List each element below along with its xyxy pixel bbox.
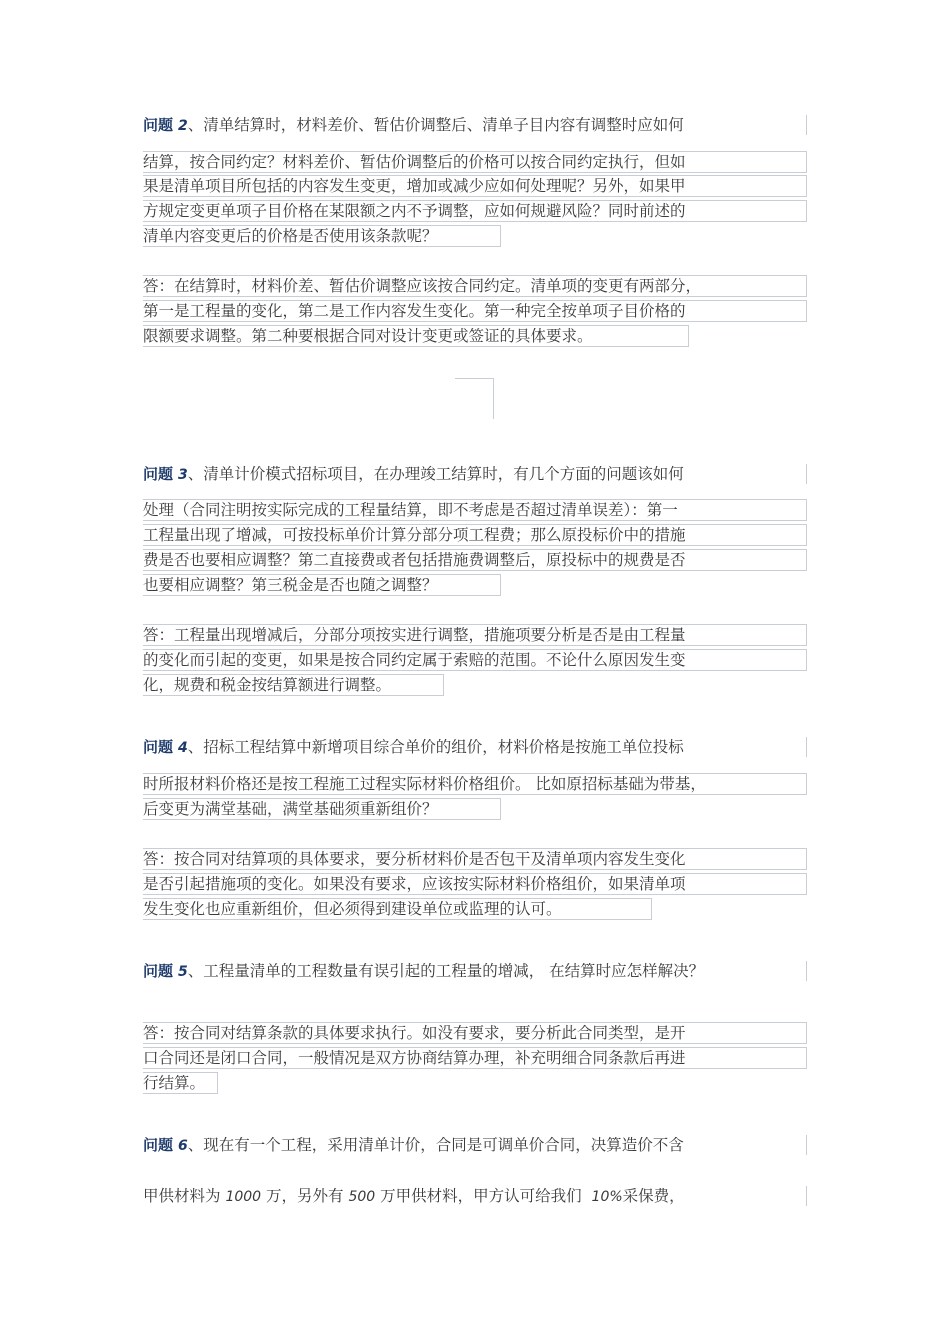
q5-line-1: [143, 961, 807, 981]
q2-number: 2: [177, 118, 188, 134]
q2-line-1: [143, 115, 807, 135]
q2-line-4: 方规定变更单项子目价格在某限额之内不予调整，应如何规避风险？同时前述的: [143, 200, 807, 222]
q6-text-2c: 万甲供材料，甲方认可给我们: [380, 1187, 582, 1205]
q6-text-1: 、现在有一个工程，采用清单计价，合同是可调单价合同，决算造价不含: [187, 1136, 684, 1154]
q4-line-3: 后变更为满堂基础，满堂基础须重新组价？: [143, 798, 501, 820]
q2-label: 问题: [143, 116, 174, 134]
q2-line-5: 清单内容变更后的价格是否使用该条款呢？: [143, 225, 501, 247]
q2-line-2: 结算，按合同约定？材料差价、暂估价调整后的价格可以按合同约定执行，但如: [143, 151, 807, 173]
q3-number: 3: [177, 467, 188, 483]
q4-line-1: [143, 737, 807, 757]
q4-label: 问题: [143, 738, 174, 756]
q4-answer-2: 是否引起措施项的变化。如果没有要求，应该按实际材料价格组价，如果清单项: [143, 873, 807, 895]
q3-answer-1: 答：工程量出现增减后，分部分项按实进行调整，措施项要分析是否是由工程量: [143, 624, 807, 646]
q3-line-3: 工程量出现了增减，可按投标单价计算分部分项工程费；那么原投标价中的措施: [143, 524, 807, 546]
q3-label: 问题: [143, 465, 174, 483]
q2-answer-3: 限额要求调整。第二种要根据合同对设计变更或签证的具体要求。: [143, 325, 689, 347]
q6-amount-1000: 1000: [225, 1189, 262, 1205]
q5-text-1: 、工程量清单的工程数量有误引起的工程量的增减， 在结算时应怎样解决？: [187, 962, 705, 980]
q3-answer-2: 的变化而引起的变更，如果是按合同约定属于索赔的范围。不论什么原因发生变: [143, 649, 807, 671]
q5-label: 问题: [143, 962, 174, 980]
q6-text-2d: 采保费，: [622, 1187, 685, 1205]
q3-line-4: 费是否也要相应调整？第二直接费或者包括措施费调整后，原投标中的规费是否: [143, 549, 807, 571]
q3-line-5: 也要相应调整？第三税金是否也随之调整？: [143, 574, 501, 596]
q5-number: 5: [177, 964, 188, 980]
q6-line-2: [143, 1186, 807, 1206]
q3-line-2: 处理（合同注明按实际完成的工程量结算，即不考虑是否超过清单误差）：第一: [143, 499, 807, 521]
q2-line-3: 果是清单项目所包括的内容发生变更，增加或减少应如何处理呢？另外，如果甲: [143, 175, 807, 197]
q4-line-2: 时所报材料价格还是按工程施工过程实际材料价格组价。 比如原招标基础为带基，: [143, 773, 807, 795]
q6-line-1: [143, 1135, 807, 1155]
q4-answer-1: 答：按合同对结算项的具体要求，要分析材料价是否包干及清单项内容发生变化: [143, 848, 807, 870]
q2-answer-2: 第一是工程量的变化，第二是工作内容发生变化。第一种完全按单项子目价格的: [143, 300, 807, 322]
q4-answer-3: 发生变化也应重新组价，但必须得到建设单位或监理的认可。: [143, 898, 652, 920]
q2-answer-1: 答：在结算时，材料价差、暂估价调整应该按合同约定。清单项的变更有两部分，: [143, 275, 807, 297]
q3-line-1: [143, 464, 807, 484]
q5-answer-1: 答：按合同对结算条款的具体要求执行。如没有要求，要分析此合同类型，是开: [143, 1022, 807, 1044]
q6-label: 问题: [143, 1136, 174, 1154]
q6-amount-500: 500: [348, 1189, 376, 1205]
q6-text-2b: 万，另外有: [266, 1187, 344, 1205]
q4-number: 4: [177, 740, 188, 756]
q4-text-1: 、招标工程结算中新增项目综合单价的组价，材料价格是按施工单位投标: [187, 738, 684, 756]
q2-text-1: 、清单结算时，材料差价、暂估价调整后、清单子目内容有调整时应如何: [187, 116, 684, 134]
q6-number: 6: [177, 1138, 188, 1154]
q3-text-1: 、清单计价模式招标项目，在办理竣工结算时，有几个方面的问题该如何: [187, 465, 684, 483]
q6-text-2a: 甲供材料为: [143, 1187, 221, 1205]
section-divider: [455, 378, 494, 419]
q3-answer-3: 化，规费和税金按结算额进行调整。: [143, 674, 444, 696]
q6-rate-10pct: 10%: [591, 1189, 623, 1205]
q5-answer-2: 口合同还是闭口合同，一般情况是双方协商结算办理，补充明细合同条款后再进: [143, 1047, 807, 1069]
q5-answer-3: 行结算。: [143, 1072, 218, 1094]
